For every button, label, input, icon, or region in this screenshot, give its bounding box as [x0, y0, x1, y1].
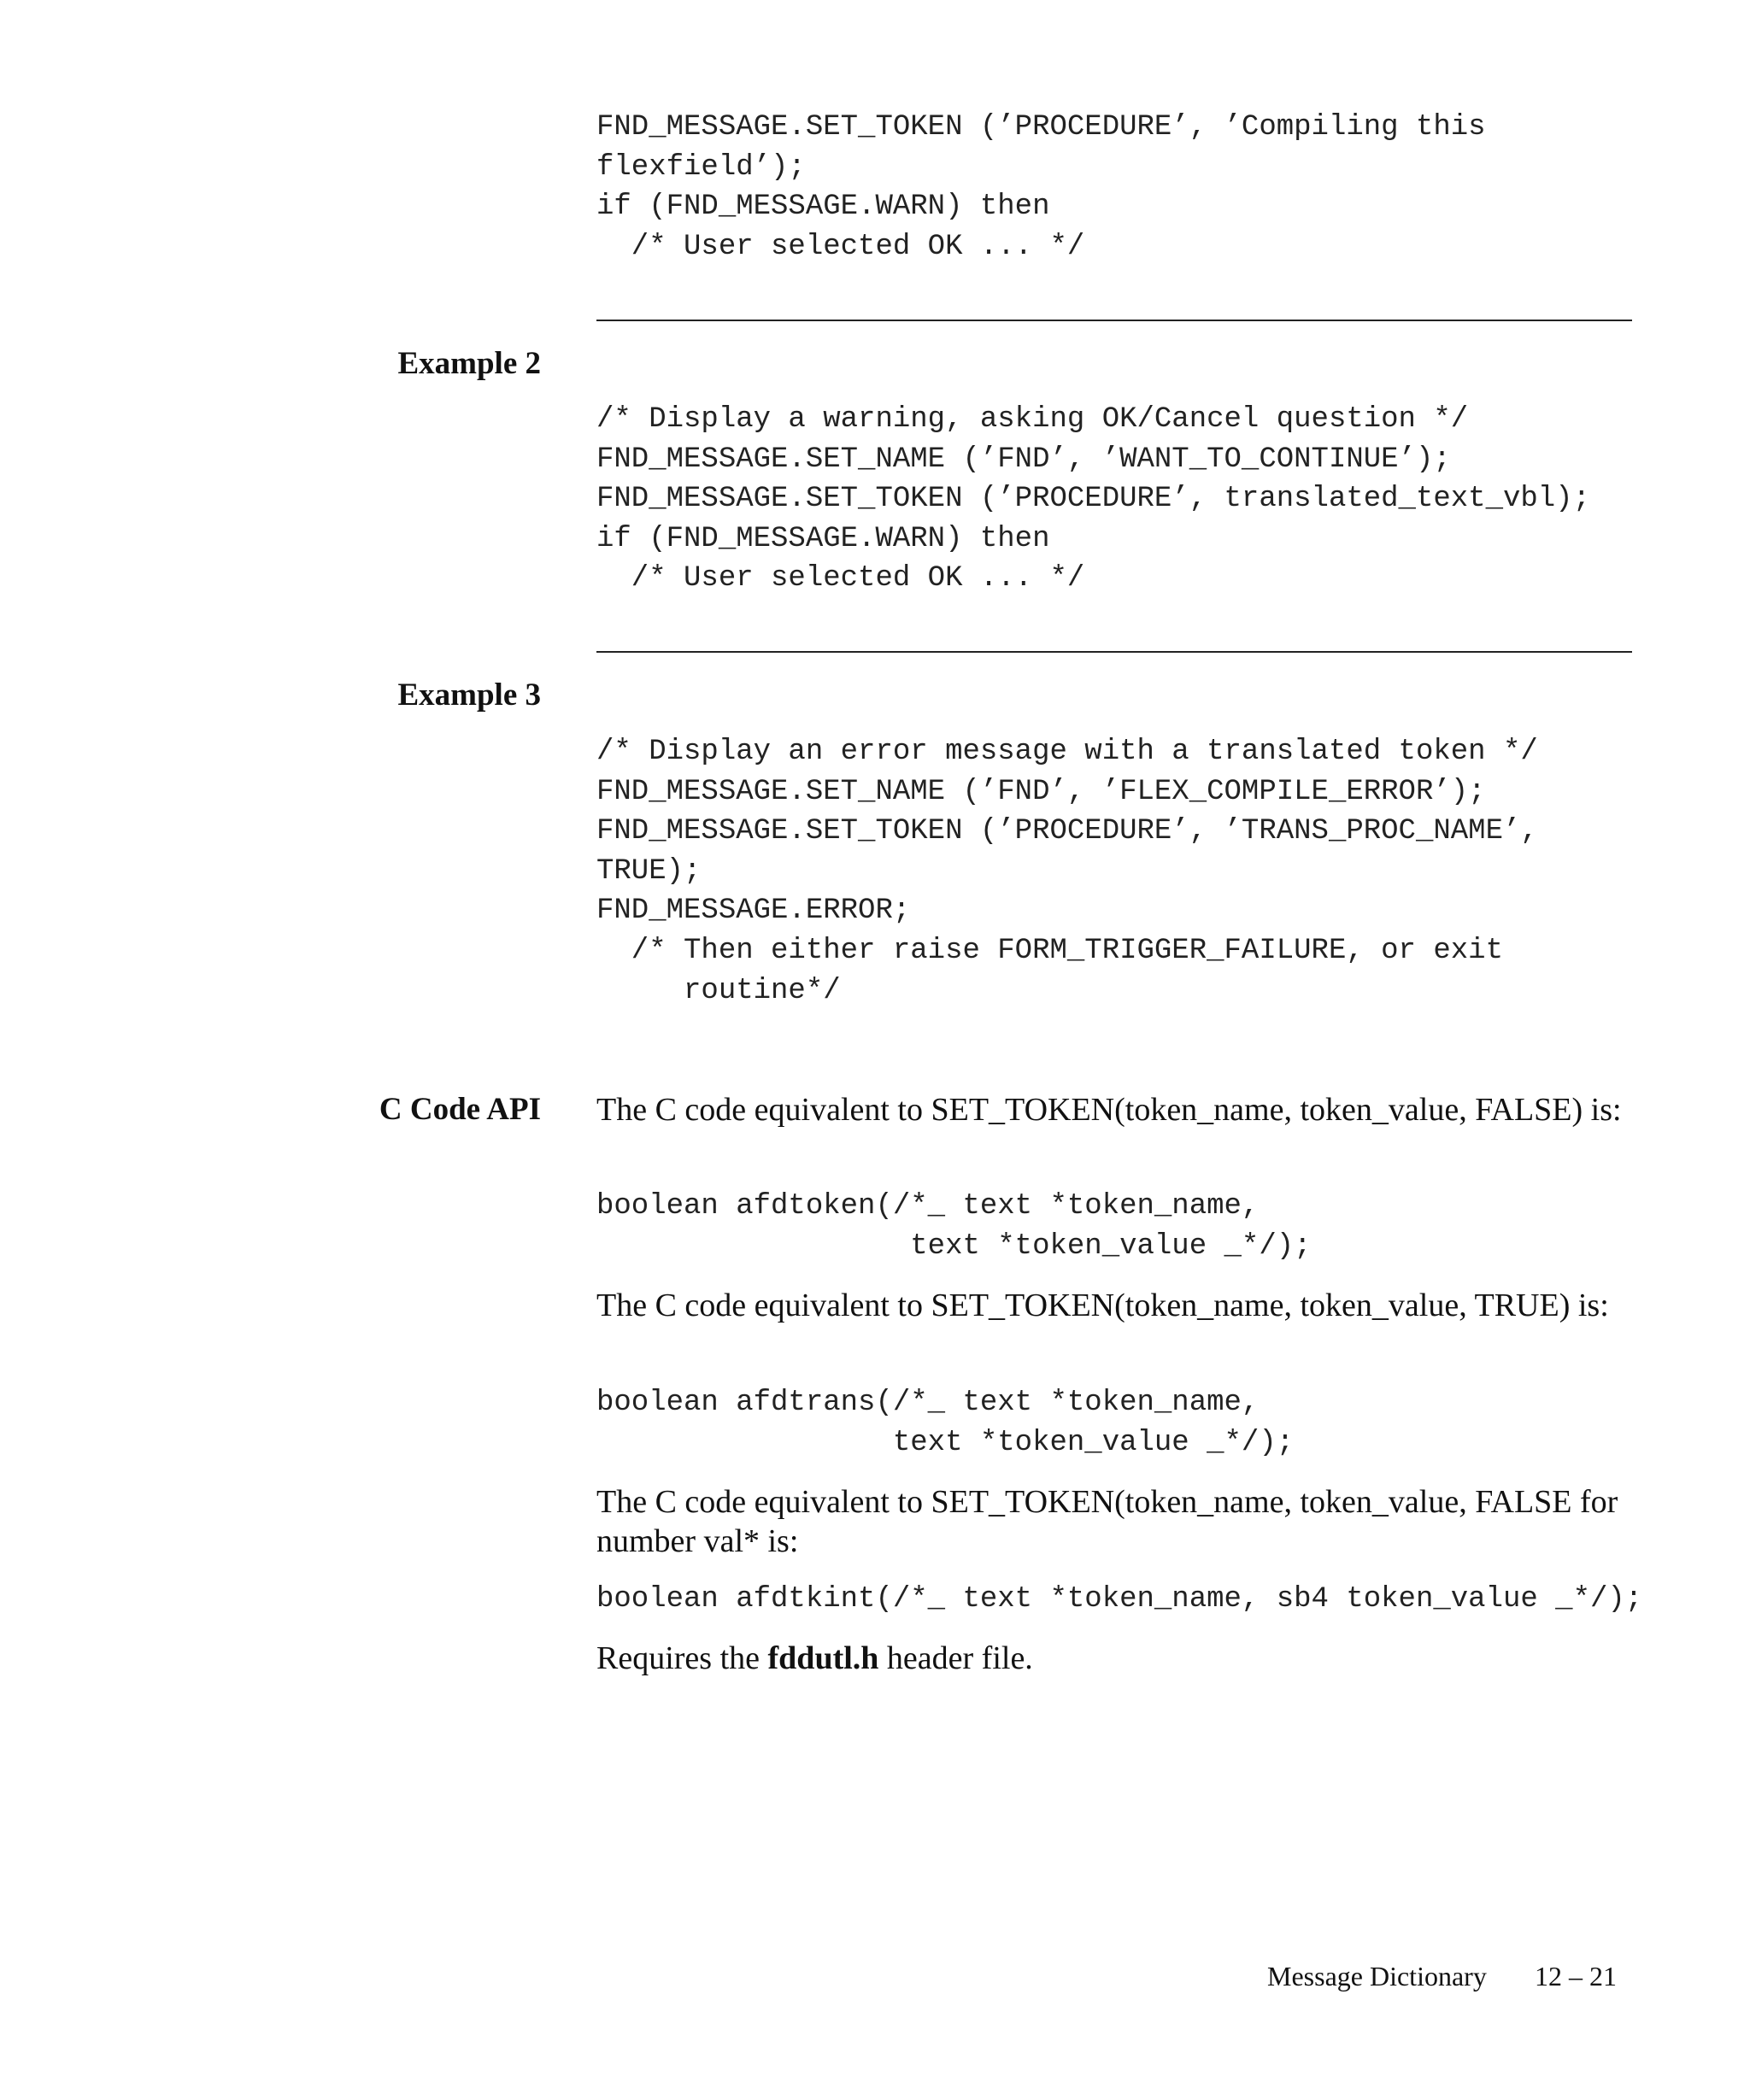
requires-prefix: Requires the — [596, 1640, 768, 1676]
requires-suffix: header file. — [878, 1640, 1033, 1676]
c-code-block-3: boolean afdtkint(/*_ text *token_name, sb4 token_value _*/); — [596, 1583, 1643, 1616]
example-3-heading: Example 3 — [397, 678, 541, 713]
footer-section-title: Message Dictionary — [1267, 1961, 1487, 1991]
example-2-code: /* Display a warning, asking OK/Cancel question */ FND_MESSAGE.SET_NAME (’FND’, ’WANT_TO_CONTINUE’); FND_MESSAGE.SET_TOKEN (’PROCEDURE’, translated_text_vbl); if (FND_MESSAGE.WARN) then /* User selected OK ... */ — [596, 403, 1590, 595]
c-code-block-1: boolean afdtoken(/*_ text *token_name, text *token_value _*/); — [596, 1190, 1312, 1263]
header-file-name: fddutl.h — [767, 1640, 879, 1676]
footer-page-number: 12 – 21 — [1535, 1961, 1617, 1991]
example-3-code: /* Display an error message with a translated token */ FND_MESSAGE.SET_NAME (’FND’, ’FLEX_COMPILE_ERROR’); FND_MESSAGE.SET_TOKEN (’PROCEDURE’, ’TRANS_PROC_NAME’, TRUE); FND_MESSAGE.ERROR; /* Then either raise FORM_TRIGGER_FAILURE, or exit routine*/ — [596, 736, 1538, 1007]
example-2-heading: Example 2 — [397, 346, 541, 381]
c-code-api-heading: C Code API — [379, 1092, 541, 1127]
section-divider — [596, 651, 1632, 653]
section-divider — [596, 320, 1632, 321]
c-code-paragraph-3: The C code equivalent to SET_TOKEN(token_name, token_value, FALSE for number val* is: — [596, 1484, 1618, 1559]
c-code-paragraph-1: The C code equivalent to SET_TOKEN(token_name, token_value, FALSE) is: — [596, 1092, 1622, 1128]
c-code-paragraph-2: The C code equivalent to SET_TOKEN(token_name, token_value, TRUE) is: — [596, 1288, 1609, 1323]
code-block-top: FND_MESSAGE.SET_TOKEN (’PROCEDURE’, ’Compiling this flexfield’); if (FND_MESSAGE.WARN) then /* User selected OK ... */ — [596, 111, 1486, 263]
c-code-block-2: boolean afdtrans(/*_ text *token_name, text *token_value _*/); — [596, 1387, 1295, 1459]
requires-header-note — [596, 1639, 1639, 1678]
